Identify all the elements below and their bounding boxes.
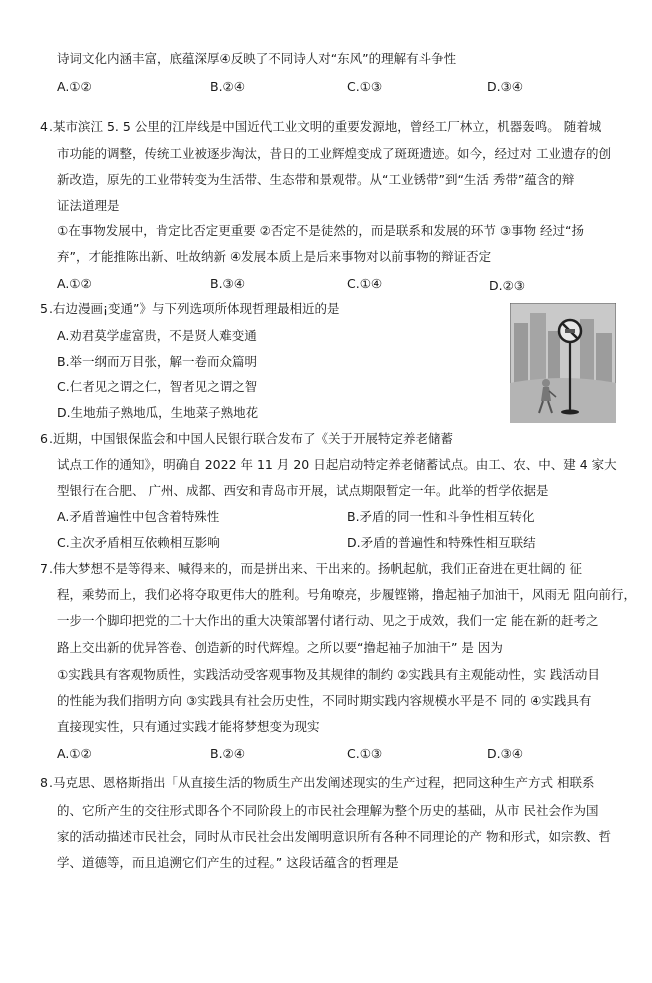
q3-option-a[interactable]: A.①② bbox=[57, 79, 92, 94]
q7-line-1: .伟大梦想不是等得来、喊得来的，而是拼出来、干出来的。扬帆起航，我们正奋进在更壮阔的 征 bbox=[49, 561, 582, 576]
q7-line-7: 直接现实性，只有通过实践才能将梦想变为现实 bbox=[57, 719, 320, 734]
q5-stem: .右边漫画¡变通”》与下列选项所体现哲理最相近的是 bbox=[49, 301, 340, 316]
q4-number: 4 bbox=[40, 119, 48, 134]
q5-option-b[interactable]: B.举一纲而万目张，解一卷而众篇明 bbox=[57, 354, 258, 369]
q4-line-1: .某市滨江 5. 5 公里的江岸线是中国近代工业文明的重要发源地，曾经工厂林立，机器轰鸣。 随着城 bbox=[49, 119, 602, 134]
q5-option-d[interactable]: D.生地茄子熟地瓜，生地菜子熟地花 bbox=[57, 405, 259, 420]
q5-option-a[interactable]: A.劝君莫学虚富贵，不是贤人难变通 bbox=[57, 328, 257, 343]
q6-option-b[interactable]: B.矛盾的同一性和斗争性相互转化 bbox=[347, 509, 535, 524]
q5-option-c[interactable]: C.仁者见之谓之仁，智者见之谓之智 bbox=[57, 379, 258, 394]
q7-option-d[interactable]: D.③④ bbox=[487, 746, 524, 761]
q4-line-5: ①在事物发展中，肯定比否定更重要 ②否定不是徒然的，而是联系和发展的环节 ③事物 经过“扬 bbox=[57, 223, 585, 238]
q4-option-c[interactable]: C.①④ bbox=[347, 276, 383, 291]
q7-line-2: 程，乘势而上，我们必将夺取更伟大的胜利。号角嘹亮，步履铿锵，撸起袖子加油干，风雨无 阻向前行， bbox=[57, 587, 636, 602]
q6-line-2: 试点工作的通知》，明确自 2022 年 11 月 20 日起启动特定养老储蓄试点。由工、农、中、建 4 家大 bbox=[57, 457, 617, 472]
q7-line-3: 一步一个脚印把党的二十大作出的重大决策部署付诸行动、见之于成效，我们一定 能在新的赶考之 bbox=[57, 613, 599, 628]
q7-number: 7 bbox=[40, 561, 48, 576]
q6-option-a[interactable]: A.矛盾普遍性中包含着特殊性 bbox=[57, 509, 220, 524]
q4-option-b[interactable]: B.③④ bbox=[210, 276, 245, 291]
q4-line-6: 弃”，才能推陈出新、吐故纳新 ④发展本质上是后来事物对以前事物的辩证否定 bbox=[57, 249, 492, 264]
q7-line-6: 的性能为我们指明方向 ③实践具有社会历史性，不同时期实践内容规模水平是不 同的 ④实践具有 bbox=[57, 693, 592, 708]
q3-option-b[interactable]: B.②④ bbox=[210, 79, 245, 94]
q7-option-b[interactable]: B.②④ bbox=[210, 746, 245, 761]
q3-option-c[interactable]: C.①③ bbox=[347, 79, 383, 94]
q7-option-a[interactable]: A.①② bbox=[57, 746, 92, 761]
q8-number: 8 bbox=[40, 775, 48, 790]
q4-line-4: 证法道理是 bbox=[57, 198, 120, 213]
q6-line-3: 型银行在合肥、 广州、成都、西安和青岛市开展，试点期限暂定一年。此举的哲学依据是 bbox=[57, 483, 549, 498]
q4-line-2: 市功能的调整，传统工业被逐步淘汰，昔日的工业辉煌变成了斑斑遗迹。如今，经过对 工业遗存的创 bbox=[57, 146, 611, 161]
q3-stem-line: 诗词文化内涵丰富，底蕴深厚④反映了不同诗人对“东风”的理解有斗争性 bbox=[57, 51, 457, 66]
cartoon-image bbox=[510, 303, 616, 423]
q4-option-d[interactable]: D.②③ bbox=[489, 278, 526, 293]
q6-option-c[interactable]: C.主次矛盾相互依赖相互影响 bbox=[57, 535, 220, 550]
q5-number: 5 bbox=[40, 301, 48, 316]
q4-line-3: 新改造，原先的工业带转变为生活带、生态带和景观带。从“工业锈带”到“生活 秀带”蕴含的辩 bbox=[57, 172, 575, 187]
q8-line-2: 的、它所产生的交往形式即各个不同阶段上的市民社会理解为整个历史的基础，从市 民社会作为国 bbox=[57, 803, 599, 818]
q6-number: 6 bbox=[40, 431, 48, 446]
q7-line-4: 路上交出新的优异答卷、创造新的时代辉煌。之所以要“撸起袖子加油干” 是 因为 bbox=[57, 640, 503, 655]
q8-line-1: .马克思、恩格斯指出「从直接生活的物质生产出发阐述现实的生产过程，把同这种生产方式 相联系 bbox=[49, 775, 595, 790]
q7-line-5: ①实践具有客观物质性，实践活动受客观事物及其规律的制约 ②实践具有主观能动性，实 践活动目 bbox=[57, 667, 600, 682]
q6-option-d[interactable]: D.矛盾的普遍性和特殊性相互联结 bbox=[347, 535, 536, 550]
q6-line-1: .近期，中国银保监会和中国人民银行联合发布了《关于开展特定养老储蓄 bbox=[49, 431, 453, 446]
q8-line-3: 家的活动描述市民社会，同时从市民社会出发阐明意识所有各种不同理论的产 物和形式，如宗教、哲 bbox=[57, 829, 611, 844]
q4-option-a[interactable]: A.①② bbox=[57, 276, 92, 291]
q8-line-4: 学、道德等，而且追溯它们产生的过程。” 这段话蕴含的哲理是 bbox=[57, 855, 399, 870]
q7-option-c[interactable]: C.①③ bbox=[347, 746, 383, 761]
q3-option-d[interactable]: D.③④ bbox=[487, 79, 524, 94]
